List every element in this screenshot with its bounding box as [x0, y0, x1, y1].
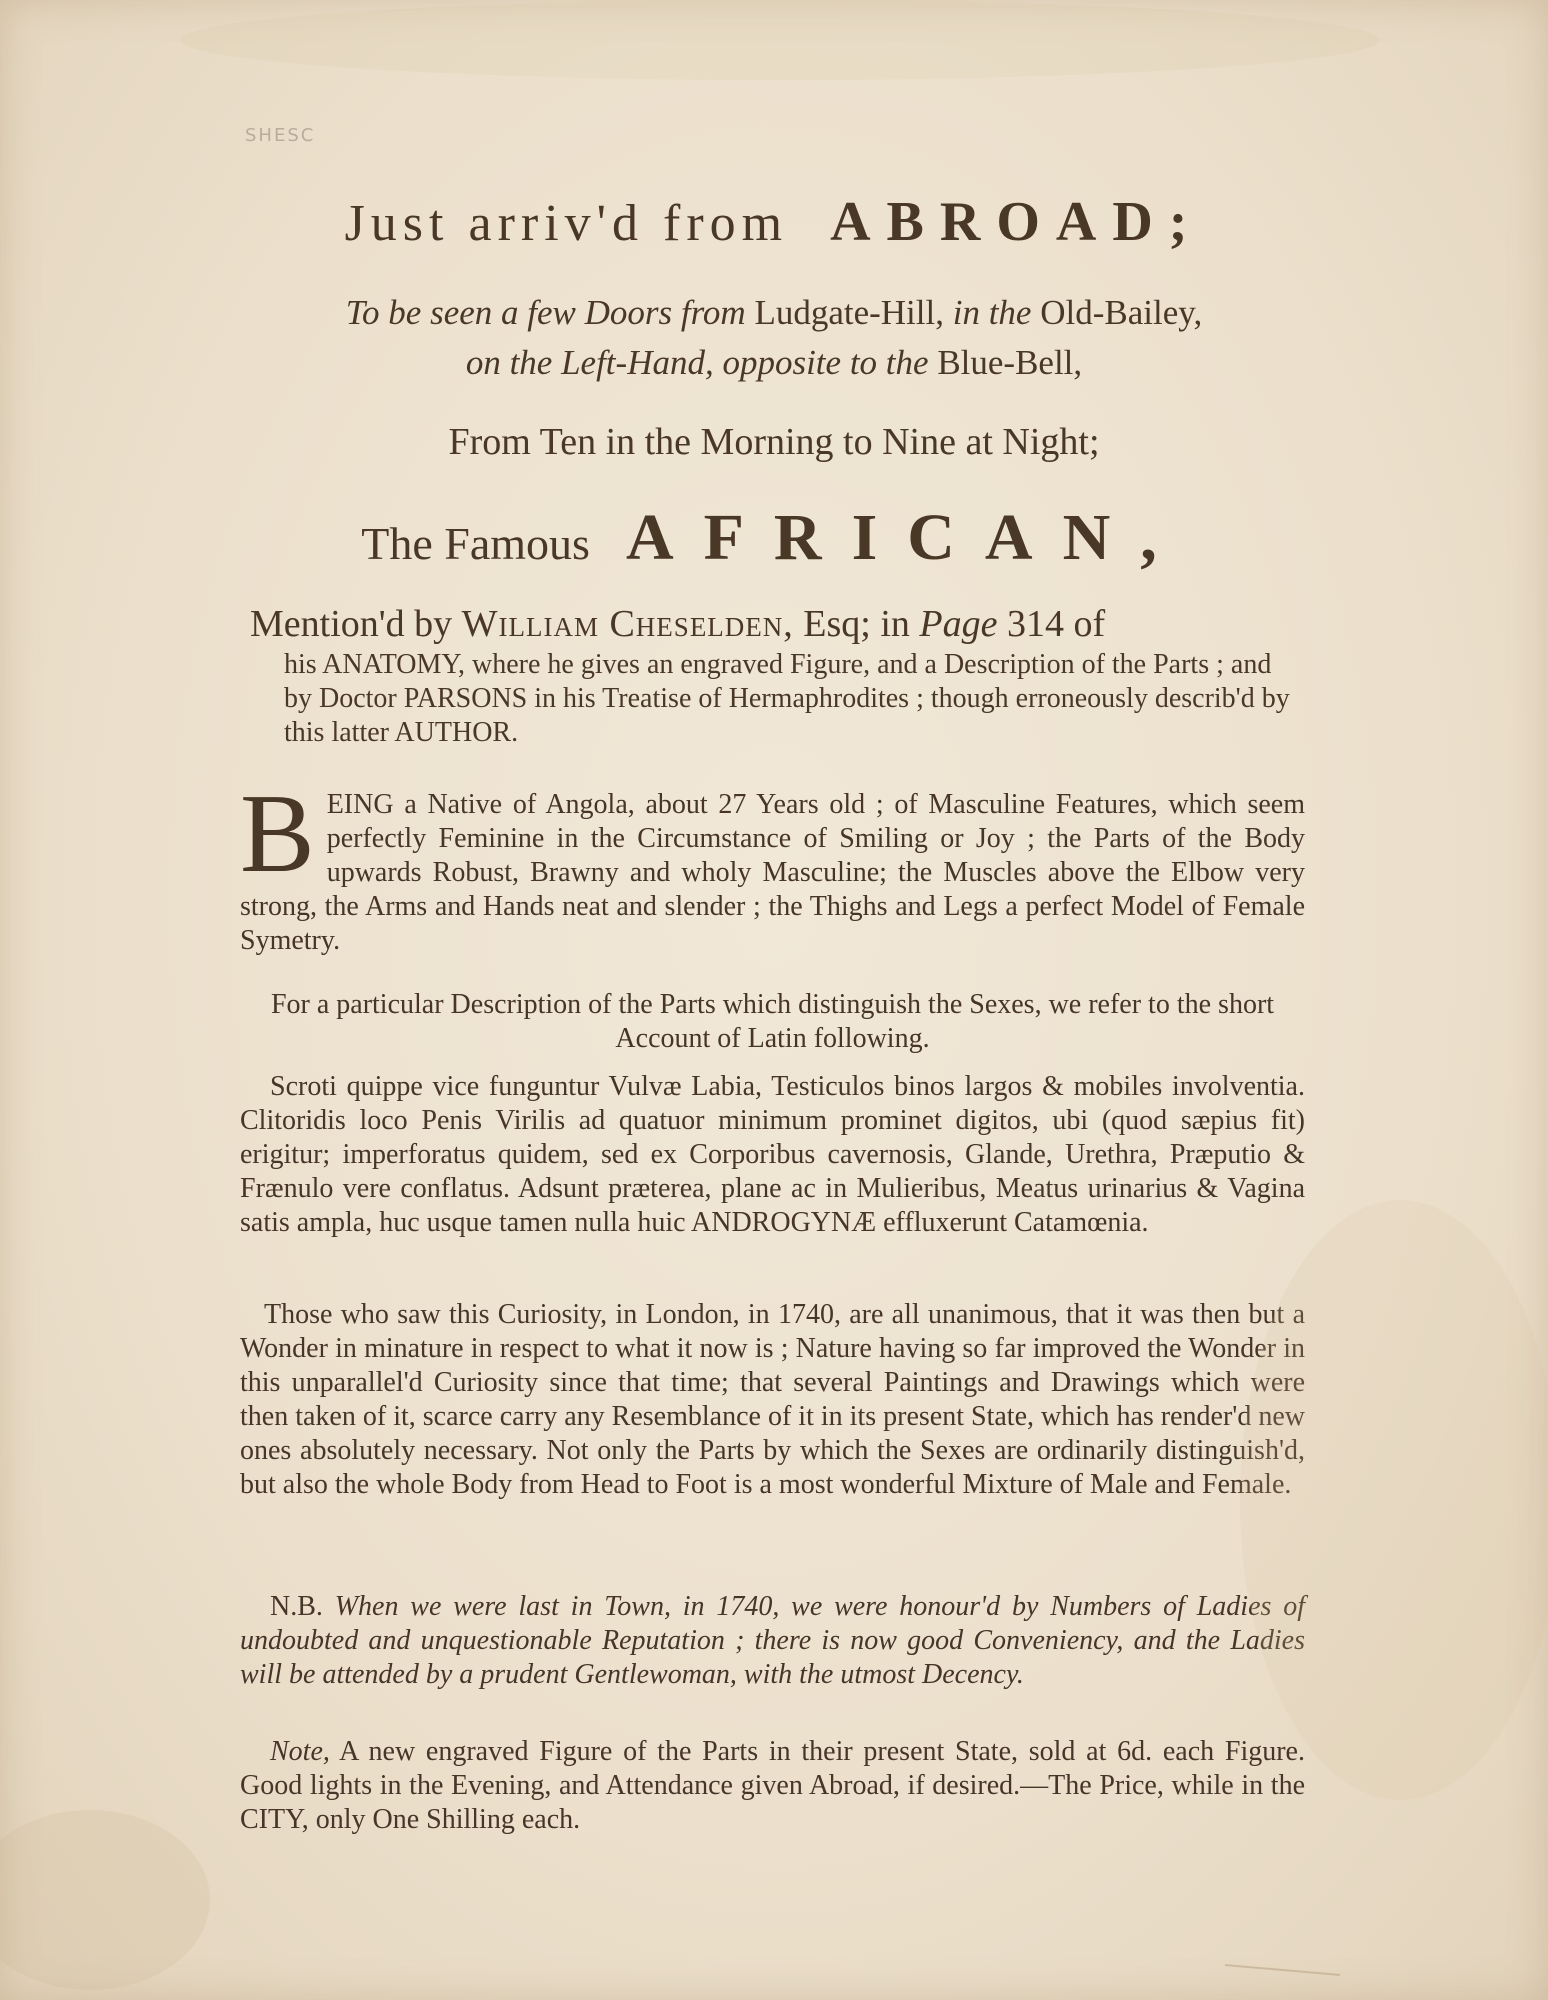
- famous-heading: [120, 500, 1428, 576]
- note-text: A new engraved Figure of the Parts in their present State, sold at 6d. each Figure. Good lights in the Evening, and Attendance given Abroad, if desired.—The Price, while in the CITY, only One Shilling each.: [240, 1736, 1305, 1835]
- note-paragraph: [240, 1735, 1305, 1837]
- location-text: To be seen a few Doors from: [345, 293, 746, 332]
- nb-paragraph: [240, 1590, 1305, 1692]
- sexes-paragraph: For a particular Description of the Parts which distinguish the Sexes, we refer to the short Account of Latin following.: [270, 989, 1275, 1054]
- drop-cap: B: [240, 772, 315, 896]
- location-place: Ludgate-Hill,: [754, 293, 944, 332]
- drop-cap-continuation: EING: [326, 789, 394, 820]
- opening-hours: From Ten in the Morning to Nine at Night;: [448, 421, 1100, 463]
- mention-text: Esq; in: [803, 603, 910, 645]
- location-lines: [120, 288, 1428, 388]
- location-text: on the Left-Hand, opposite to the: [465, 343, 929, 382]
- mention-first-line: [250, 600, 1305, 648]
- location-line-2: [120, 338, 1428, 388]
- headline: [120, 190, 1428, 254]
- headline-abroad: ABROAD;: [830, 191, 1204, 253]
- location-place: Old-Bailey,: [1040, 293, 1203, 332]
- latin-paragraph: Scroti quippe vice funguntur Vulvæ Labia, Testiculos binos largos & mobiles involventia. Clitoridis loco Penis Virilis ad quatuor minimum prominet digitos, ubi (quod sæpius fit) erigitur; imperforatus quidem, sed ex Corporibus cavernosis, Glande, Urethra, Præputio & Frænulo vere conflatus. Adsunt præterea, plane ac in Mulieribus, Meatus urinarius & Vagina satis ampla, huc usque tamen nulla huic ANDROGYNÆ effluxerunt Catamœnia.: [240, 1071, 1305, 1238]
- mention-text: Mention'd by: [250, 603, 453, 645]
- mention-author: William Cheselden,: [461, 603, 794, 645]
- mention-page-word: Page: [919, 603, 998, 645]
- famous-african: AFRICAN,: [625, 501, 1187, 574]
- mention-rest: his ANATOMY, where he gives an engraved Figure, and a Description of the Parts ; and by Doctor PARSONS in his Treatise of Hermaphrodites ; though erroneously describ'd by this latter AUTHOR.: [284, 649, 1290, 748]
- nb-text: When we were last in Town, in 1740, we were honour'd by Numbers of Ladies of undoubted and unquestionable Reputation ; there is now good Conveniency, and the Ladies will be attended by a prudent Gentlewoman, with the utmost Decency.: [240, 1591, 1305, 1690]
- mention-paragraph: [250, 600, 1305, 750]
- location-line-1: [120, 288, 1428, 338]
- location-text: in the: [952, 293, 1032, 332]
- famous-lead: The Famous: [361, 518, 590, 569]
- nb-label: N.B.: [270, 1591, 323, 1622]
- location-place: Blue-Bell,: [937, 343, 1083, 382]
- note-label: Note,: [270, 1736, 330, 1767]
- headline-lead: Just arriv'd from: [344, 195, 789, 252]
- description-paragraph: [240, 772, 1306, 958]
- pencil-annotation: SHESC: [245, 125, 316, 146]
- curiosity-paragraph: Those who saw this Curiosity, in London, in 1740, are all unanimous, that it was then but a Wonder in minature in respect to what it now is ; Nature having so far improved the Wonder in this unparallel'd Curiosity since that time; that several Paintings and Drawings which were then taken of it, scarce carry any Resemblance of it in its present State, which has render'd new ones absolutely necessary. Not only the Parts by which the Sexes are ordinarily distinguish'd, but also the whole Body from Head to Foot is a most wonderful Mixture of Male and Female.: [240, 1299, 1305, 1500]
- description-text: a Native of Angola, about 27 Years old ; of Masculine Features, which seem perfectly Feminine in the Circumstance of Smiling or Joy ; the Parts of the Body upwards Robust, Brawny and wholy Masculine; the Muscles above the Elbow very strong, the Arms and Hands neat and slender ; the Thighs and Legs a perfect Model of Female Symetry.: [240, 789, 1306, 956]
- mention-page-number: 314 of: [1007, 603, 1106, 645]
